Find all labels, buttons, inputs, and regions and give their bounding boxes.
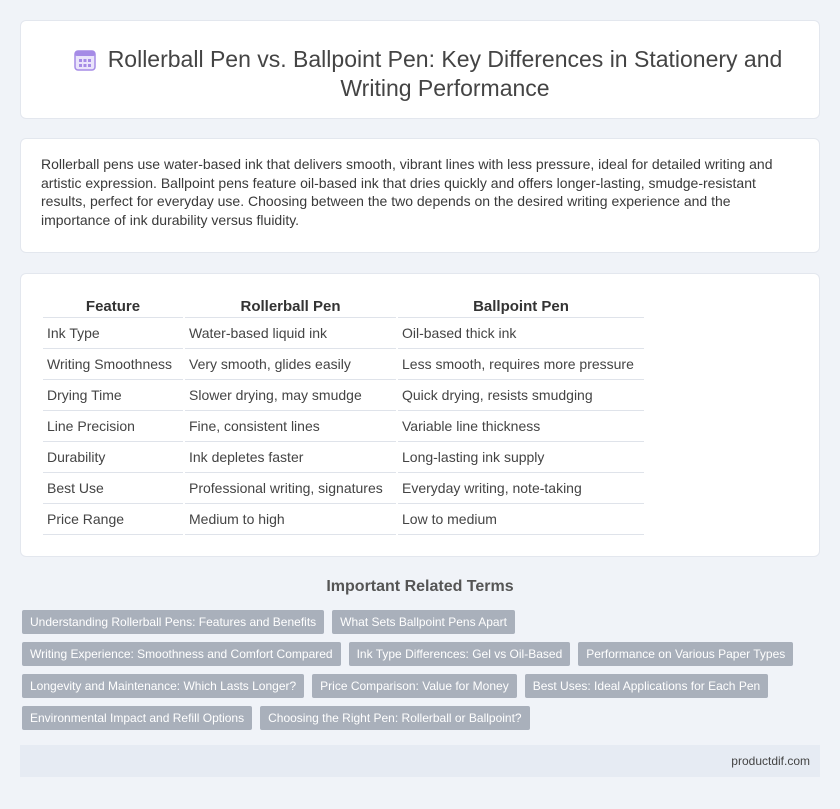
table-cell: Medium to high xyxy=(185,504,396,535)
related-term-tag[interactable]: Price Comparison: Value for Money xyxy=(312,674,517,698)
related-term-tag[interactable]: Understanding Rollerball Pens: Features and Benefits xyxy=(22,610,324,634)
table-cell: Ink depletes faster xyxy=(185,442,396,473)
related-term-tag[interactable]: Choosing the Right Pen: Rollerball or Ballpoint? xyxy=(260,706,529,730)
related-terms-title: Important Related Terms xyxy=(326,578,514,595)
table-row xyxy=(43,349,644,380)
table-cell: Slower drying, may smudge xyxy=(185,380,396,411)
related-term-tag[interactable]: Performance on Various Paper Types xyxy=(578,642,793,666)
comparison-table-card xyxy=(20,273,820,557)
table-cell: Writing Smoothness xyxy=(43,349,183,380)
related-term-tag[interactable]: Ink Type Differences: Gel vs Oil-Based xyxy=(349,642,571,666)
table-header-row xyxy=(43,296,644,318)
tag-row xyxy=(22,674,802,698)
table-cell: Variable line thickness xyxy=(398,411,644,442)
tag-row xyxy=(22,706,802,730)
table-row xyxy=(43,318,644,349)
table-cell: Price Range xyxy=(43,504,183,535)
tag-row xyxy=(22,610,802,634)
table-cell: Long-lasting ink supply xyxy=(398,442,644,473)
page-title: Rollerball Pen vs. Ballpoint Pen: Key Differences in Stationery and Writing Performance xyxy=(107,46,783,101)
footer-site-link[interactable]: productdif.com xyxy=(731,754,810,768)
table-cell: Water-based liquid ink xyxy=(185,318,396,349)
table-cell: Very smooth, glides easily xyxy=(185,349,396,380)
related-terms-tags xyxy=(22,610,802,738)
column-header-ballpoint: Ballpoint Pen xyxy=(398,296,644,318)
table-cell: Line Precision xyxy=(43,411,183,442)
table-cell: Ink Type xyxy=(43,318,183,349)
table-row xyxy=(43,442,644,473)
comparison-table xyxy=(41,296,646,535)
table-row xyxy=(43,380,644,411)
related-term-tag[interactable]: Writing Experience: Smoothness and Comfort Compared xyxy=(22,642,341,666)
header-card xyxy=(20,20,820,119)
table-row xyxy=(43,411,644,442)
table-cell: Oil-based thick ink xyxy=(398,318,644,349)
related-term-tag[interactable]: Best Uses: Ideal Applications for Each Pen xyxy=(525,674,768,698)
table-row xyxy=(43,504,644,535)
related-term-tag[interactable]: Environmental Impact and Refill Options xyxy=(22,706,252,730)
table-cell: Everyday writing, note-taking xyxy=(398,473,644,504)
table-cell: Best Use xyxy=(43,473,183,504)
table-cell: Drying Time xyxy=(43,380,183,411)
related-term-tag[interactable]: What Sets Ballpoint Pens Apart xyxy=(332,610,515,634)
column-header-rollerball: Rollerball Pen xyxy=(185,296,396,318)
table-cell: Fine, consistent lines xyxy=(185,411,396,442)
tag-row xyxy=(22,642,802,666)
table-row xyxy=(43,473,644,504)
column-header-feature: Feature xyxy=(43,296,183,318)
intro-card xyxy=(20,138,820,253)
intro-paragraph: Rollerball pens use water-based ink that delivers smooth, vibrant lines with less pressure, ideal for detailed writing and artistic expression. Ballpoint pens feature oil-based ink that dries quickly and offers longer-lasting, smudge-resistant results, perfect for everyday use. Choosing between the two depends on the desired writing experience and the importance of ink durability versus fluidity. xyxy=(41,156,773,228)
table-cell: Less smooth, requires more pressure xyxy=(398,349,644,380)
table-cell: Professional writing, signatures xyxy=(185,473,396,504)
table-cell: Low to medium xyxy=(398,504,644,535)
table-cell: Quick drying, resists smudging xyxy=(398,380,644,411)
table-cell: Durability xyxy=(43,442,183,473)
footer-bar xyxy=(20,745,820,777)
related-term-tag[interactable]: Longevity and Maintenance: Which Lasts Longer? xyxy=(22,674,304,698)
